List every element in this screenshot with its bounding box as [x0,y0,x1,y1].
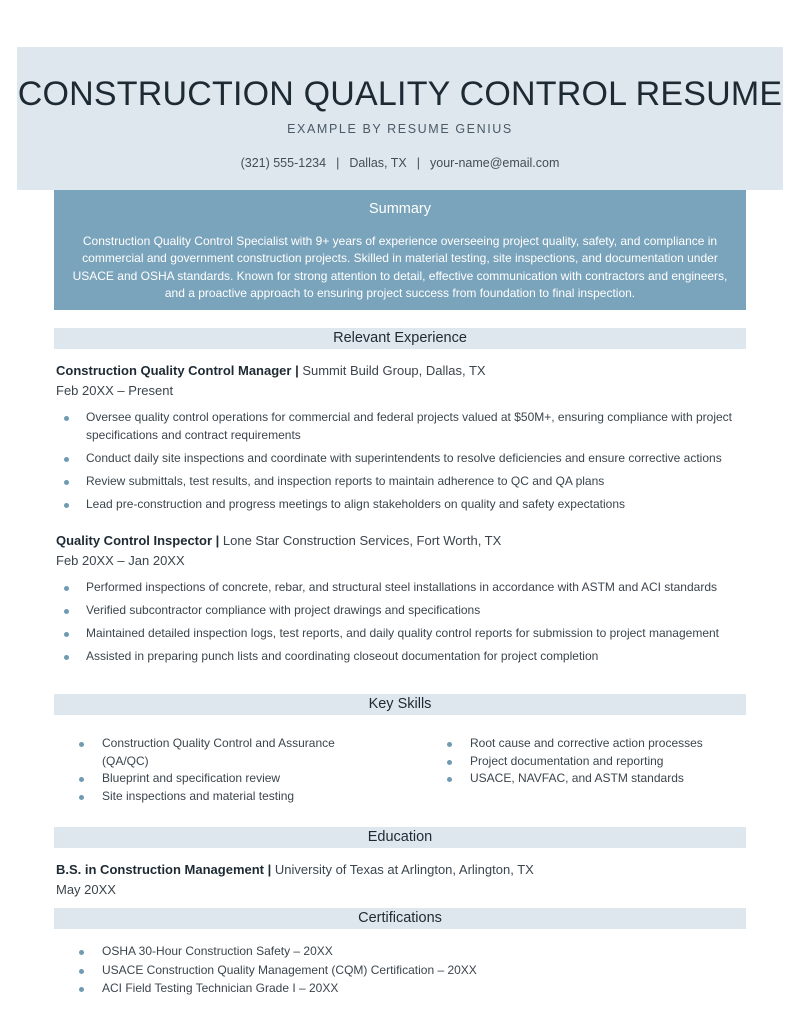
summary-heading: Summary [368,201,432,217]
education-heading: Education [54,827,746,848]
list-item: Review submittals, test results, and inspection reports to maintain adherence to QC and QA plans [56,473,746,491]
experience-heading: Relevant Experience [54,328,746,349]
certifications-list [54,943,746,998]
skill-item: Site inspections and material testing [54,788,354,806]
contact-line [17,156,783,170]
list-item: Maintained detailed inspection logs, test reports, and daily quality control reports for submission to project management [56,625,746,643]
summary-text: Construction Quality Control Specialist with 9+ years of experience overseeing project quality, safety, and compliance in commercial and government construction projects. Skilled in material testing, site inspections, and documentation under USACE and OSHA standards. Known for strong attention to detail, effective communication with contractors and engineers, and a proactive approach to ensuring project success from foundation to final inspection. [72,234,728,301]
skill-item: Project documentation and reporting [422,753,746,771]
job-employer: Summit Build Group, Dallas, TX [302,363,486,378]
summary-section [54,190,746,310]
skill-item: Root cause and corrective action processes [422,735,746,753]
education-degree-line [56,862,534,877]
certification-item: USACE Construction Quality Management (CQM) Certification – 20XX [54,962,746,980]
contact-separator: | [336,156,340,170]
certifications-heading: Certifications [54,908,746,929]
skill-item: Construction Quality Control and Assurance (QA/QC) [54,735,354,770]
job-bullets-2 [56,579,746,666]
skills-list-right [422,735,746,788]
job-role: Quality Control Inspector | [56,533,220,548]
skills-heading: Key Skills [54,694,746,715]
degree: B.S. in Construction Management | [56,862,272,877]
list-item: Conduct daily site inspections and coordinate with superintendents to resolve deficiencies and ensure corrective actions [56,450,746,468]
resume-tagline: EXAMPLE BY RESUME GENIUS [287,122,513,136]
job-dates-1: Feb 20XX – Present [56,383,174,398]
job-role: Construction Quality Control Manager | [56,363,299,378]
contact-email: your-name@email.com [430,156,560,170]
resume-header [17,47,783,190]
education-date: May 20XX [56,882,116,897]
contact-separator: | [416,156,420,170]
certification-item: ACI Field Testing Technician Grade I – 20XX [54,980,746,998]
certification-item: OSHA 30-Hour Construction Safety – 20XX [54,943,746,961]
list-item: Assisted in preparing punch lists and coordinating closeout documentation for project completion [56,648,746,666]
list-item: Performed inspections of concrete, rebar, and structural steel installations in accordance with ASTM and ACI standards [56,579,746,597]
job-bullets-1 [56,409,746,513]
job-title-2 [56,533,501,548]
job-dates-2: Feb 20XX – Jan 20XX [56,553,185,568]
school: University of Texas at Arlington, Arlington, TX [274,862,534,877]
job-employer: Lone Star Construction Services, Fort Worth, TX [222,533,502,548]
job-title-1 [56,363,486,378]
resume-title: CONSTRUCTION QUALITY CONTROL RESUME [17,75,783,113]
list-item: Lead pre-construction and progress meetings to align stakeholders on quality and safety expectations [56,496,746,514]
skill-item: USACE, NAVFAC, and ASTM standards [422,770,746,788]
contact-location: Dallas, TX [349,156,407,170]
contact-phone: (321) 555-1234 [240,156,327,170]
skill-item: Blueprint and specification review [54,770,354,788]
skills-list-left [54,735,354,805]
list-item: Oversee quality control operations for commercial and federal projects valued at $50M+, ensuring compliance with project specifications and contract requirements [56,409,746,444]
list-item: Verified subcontractor compliance with project drawings and specifications [56,602,746,620]
